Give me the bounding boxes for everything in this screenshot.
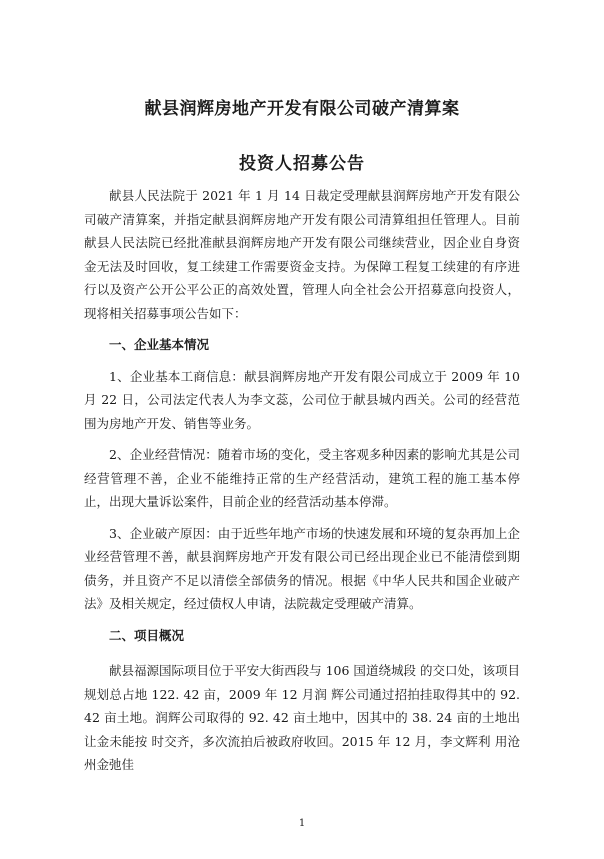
company-operation-paragraph: 2、企业经营情况：随着市场的变化，受主客观多种因素的影响尤其是公司经营管理不善，企业不能维持正常的生产经营活动，建筑工程的施工基本停止，出现大量诉讼案件，目前企业的经营活动基本停滞。 (84, 447, 520, 509)
section-heading-project-overview: 二、项目概况 (109, 627, 185, 643)
page-number: 1 (298, 818, 306, 829)
bankruptcy-reason-paragraph: 3、企业破产原因：由于近些年地产市场的快速发展和环境的复杂再加上企业经营管理不善，献县润辉房地产开发有限公司已经出现企业已不能清偿到期债务，并且资产不足以清偿全部债务的情况。根据《中华人民共和国企业破产法》及相关规定，经过债权人申请，法院裁定受理破产清算。 (84, 525, 520, 611)
document-title: 献县润辉房地产开发有限公司破产清算案 (144, 99, 460, 119)
document-body (84, 184, 520, 777)
intro-paragraph: 献县人民法院于 2021 年 1 月 14 日裁定受理献县润辉房地产开发有限公司破产清算案，并指定献县润辉房地产开发有限公司清算组担任管理人。目前献县人民法院已经批准献县润辉房地产开发有限公司继续营业，因企业自身资金无法及时回收，复工续建工作需要资金支持。为保障工程复工续建的有序进行以及资产公开公平公正的高效处置，管理人向全社会公开招募意向投资人，现将相关招募事项公告如下： (84, 188, 520, 321)
project-overview-paragraph: 献县福源国际项目位于平安大街西段与 106 国道绕城段 的交口处，该项目规划总占地 122. 42 亩，2009 年 12 月润 辉公司通过招拍挂取得其中的 92. 42 亩土地。润辉公司取得的 92. 42 亩土地中，因其中的 38. 24 亩的土地出让金未能按 时交齐，多次流拍后被政府收回。2015 年 12 月，李文辉利 用沧州金弛佳 (84, 663, 520, 772)
section-heading-company-info: 一、企业基本情况 (109, 337, 210, 352)
document-subtitle: 投资人招募公告 (239, 154, 365, 174)
company-registration-paragraph: 1、企业基本工商信息：献县润辉房地产开发有限公司成立于 2009 年 10 月 22 日，公司法定代表人为李文蕊，公司位于献县城内西关。公司的经营范围为房地产开发、销售等业务。 (84, 368, 520, 431)
